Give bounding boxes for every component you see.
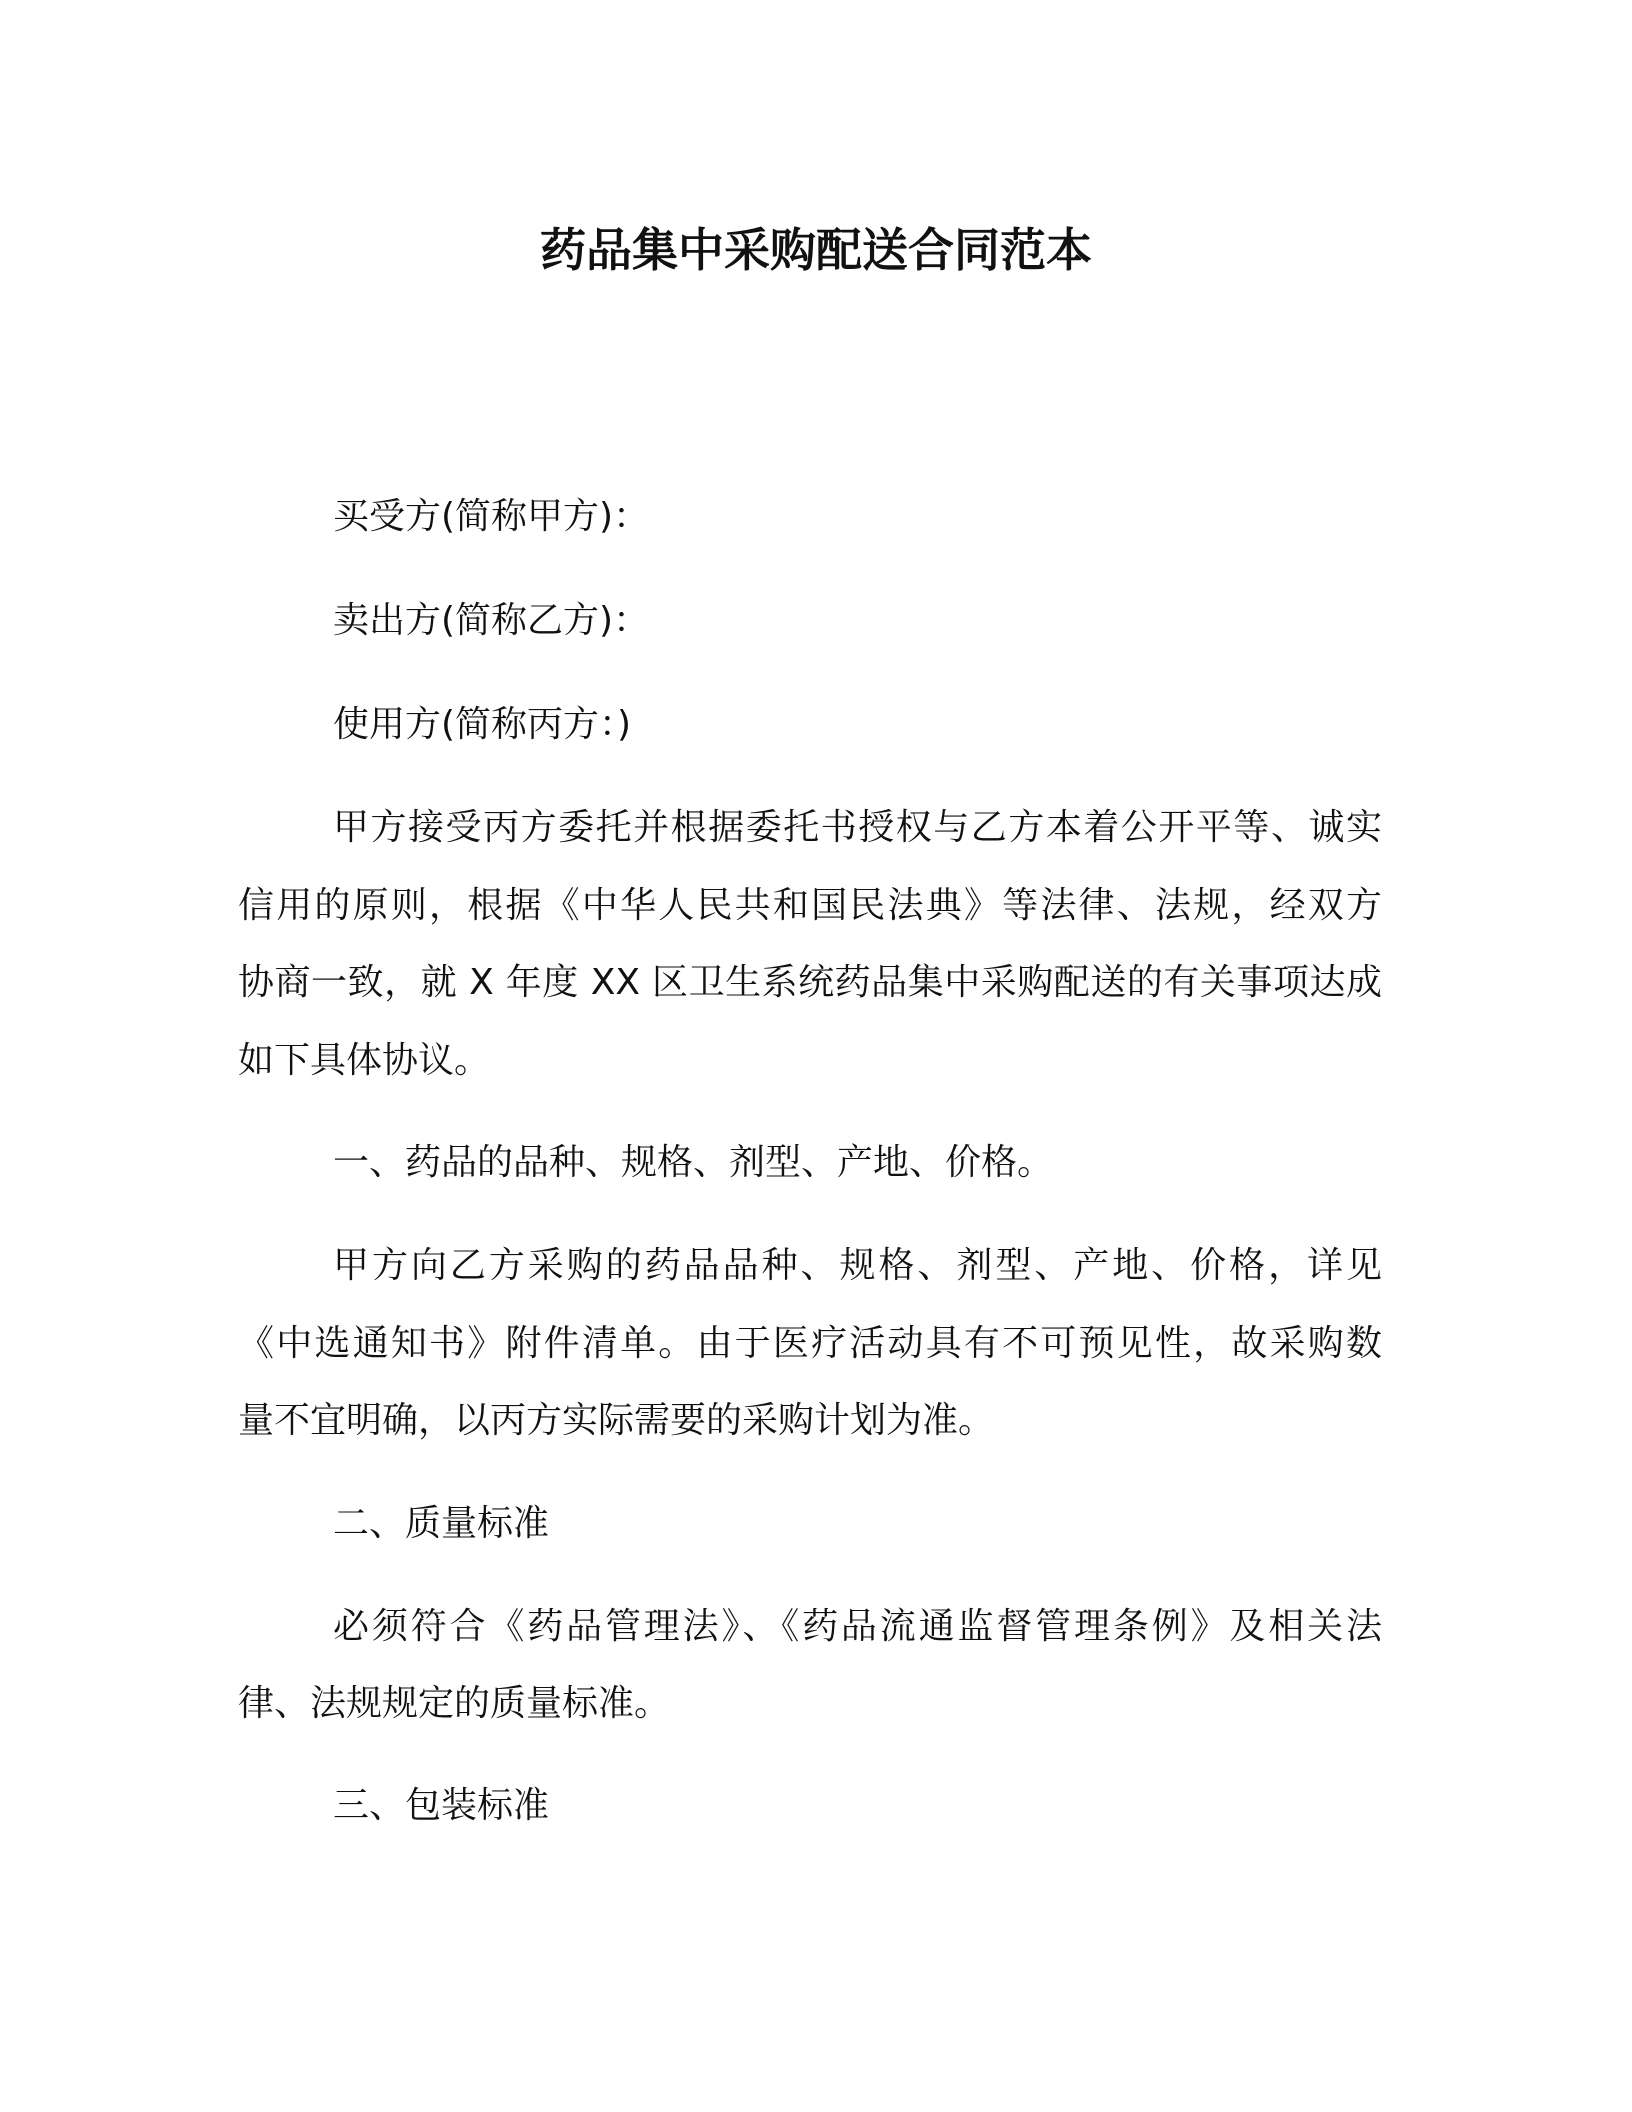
document-title: 药品集中采购配送合同范本: [540, 223, 1092, 277]
buyer-line: 买受方(简称甲方)：: [333, 496, 650, 537]
intro-line-2: 信用的原则，根据《中华人民共和国民法典》等法律、法规，经双方: [238, 885, 1382, 926]
section2-heading: 二、质量标准: [333, 1503, 550, 1544]
seller-line: 卖出方(简称乙方)：: [333, 600, 650, 641]
section2-line-2: 律、法规规定的质量标准。: [238, 1683, 671, 1724]
section1-heading: 一、药品的品种、规格、剂型、产地、价格。: [333, 1142, 1054, 1183]
intro-line-1: 甲方接受丙方委托并根据委托书授权与乙方本着公开平等、诚实: [333, 807, 1382, 848]
section3-heading: 三、包装标准: [333, 1785, 550, 1826]
section2-line-1: 必须符合《药品管理法》、《药品流通监督管理条例》及相关法: [333, 1606, 1382, 1647]
intro-line-4: 如下具体协议。: [238, 1040, 491, 1081]
intro-line-3: 协商一致，就 X 年度 XX 区卫生系统药品集中采购配送的有关事项达成: [238, 962, 1382, 1003]
section1-line-2: 《中选通知书》附件清单。由于医疗活动具有不可预见性，故采购数: [238, 1323, 1382, 1364]
section1-line-1: 甲方向乙方采购的药品品种、规格、剂型、产地、价格，详见: [333, 1245, 1382, 1286]
section1-line-3: 量不宜明确，以丙方实际需要的采购计划为准。: [238, 1400, 995, 1441]
user-line: 使用方(简称丙方：): [333, 704, 632, 745]
